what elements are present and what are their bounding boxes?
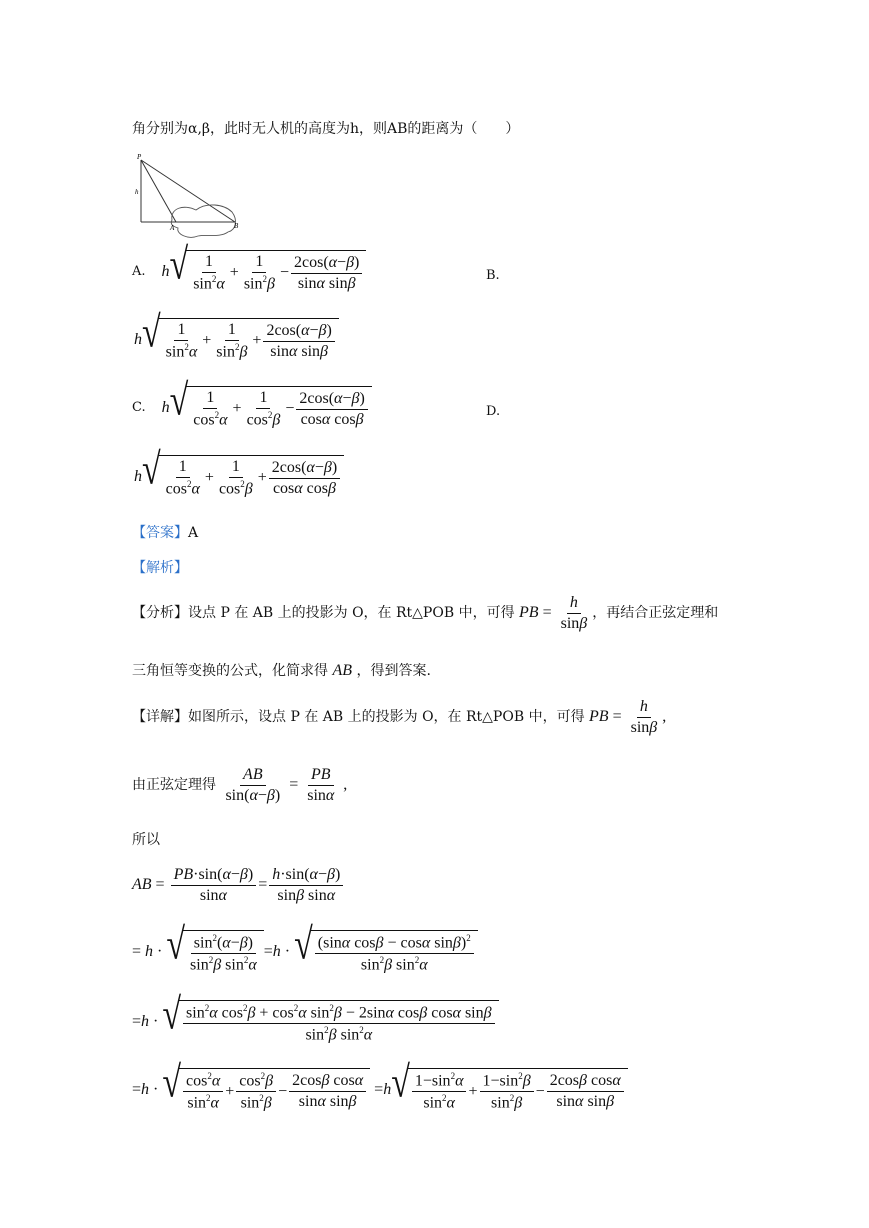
sine-law-line: 由正弦定理得 $\frac{AB}{\sin(\alpha-\beta)}$ = $\frac{PB}{\sin\alpha}$ , xyxy=(132,766,348,804)
label-h: h xyxy=(135,188,139,196)
derivation-line4: =h · √ $\frac{\cos^2\alpha}{\sin^2\alpha}$ + $\frac{\cos^2\beta}{\sin^2\beta}$ − $\frac{\text{2cosβ cosα}}{\text{sinα sinβ}}$ =h √ $\frac{1-\sin^2\alpha}{\sin^2\alpha}$ + $\frac{1-\sin^2\beta}{\sin^2\beta}$ − $\frac{\text{2cosβ cosα}}{\text{sinα sinβ}}$ xyxy=(132,1068,628,1113)
fenxi-line1: 【分析】设点 P 在 AB 上的投影为 O，在 Rt△POB 中，可得 PB = $\frac{h}{\sin\beta}$ ，再结合正弦定理和 xyxy=(132,594,719,632)
pb-line xyxy=(141,160,235,222)
option-b-label[interactable]: B. xyxy=(486,268,500,283)
option-d-label[interactable]: D. xyxy=(486,404,501,419)
option-a-label: A. xyxy=(132,264,146,280)
option-a[interactable]: A. h √ $\frac{1}{\sin^2\alpha}$ + $\frac{1}{\sin^2\beta}$ − $\frac{2\cos(\alpha-\beta)}{\text{sinα sinβ}}$ xyxy=(132,250,366,293)
question-text xyxy=(132,118,519,138)
answer-line xyxy=(132,522,198,542)
triangle-figure xyxy=(132,150,247,240)
xiangjie-text1: 如图所示，设点 P 在 AB 上的投影为 O，在 Rt△POB 中，可得 xyxy=(188,709,585,726)
answer-tag: 【答案】 xyxy=(132,525,188,541)
fenxi-text1: 设点 P 在 AB 上的投影为 O，在 Rt△POB 中，可得 xyxy=(188,605,515,622)
sine-law-text: 由正弦定理得 xyxy=(132,777,216,794)
fenxi-tag: 【分析】 xyxy=(132,605,188,622)
label-b: B xyxy=(234,222,239,230)
fenxi-text2: ，再结合正弦定理和 xyxy=(592,605,719,622)
option-d[interactable]: h √ $\frac{1}{\cos^2\alpha}$ + $\frac{1}{\cos^2\beta}$ + $\frac{2\cos(\alpha-\beta)}{\text{cosα cosβ}}$ xyxy=(134,455,344,498)
suoyi: 所以 xyxy=(132,832,160,848)
option-b[interactable]: h √ $\frac{1}{\sin^2\alpha}$ + $\frac{1}{\sin^2\beta}$ + $\frac{2\cos(\alpha-\beta)}{\text{sinα sinβ}}$ xyxy=(134,318,339,361)
option-c-label: C. xyxy=(132,400,146,416)
xiangjie-line1: 【详解】如图所示，设点 P 在 AB 上的投影为 O，在 Rt△POB 中，可得 PB = $\frac{h}{\sin\beta}$ , xyxy=(132,698,667,736)
answer-value: A xyxy=(188,525,199,541)
xiangjie-tag: 【详解】 xyxy=(132,709,188,726)
lake-outline xyxy=(171,205,235,237)
derivation-line3: =h · √ $\frac{\sin^2\alpha \cos^2\beta + \cos^2\alpha \sin^2\beta - 2\sin\alpha \cos\beta \cos\alpha \sin\beta}{\sin^2\beta \sin^2\alpha}$ xyxy=(132,1000,499,1045)
label-p: P xyxy=(137,153,142,161)
question-text-content: 角分别为α,β，此时无人机的高度为h，则AB的距离为（ ） xyxy=(132,121,520,137)
option-c[interactable]: C. h √ $\frac{1}{\cos^2\alpha}$ + $\frac{1}{\cos^2\beta}$ − $\frac{2\cos(\alpha-\beta)}{\text{cosα cosβ}}$ xyxy=(132,386,372,429)
derivation-line1: AB = $\frac{PB\cdot\sin(\alpha-\beta)}{\sin\alpha}$ = $\frac{h\cdot\sin(\alpha-\beta)}{\text{sinβ sinα}}$ xyxy=(132,866,345,905)
pa-line xyxy=(141,160,176,222)
derivation-line2: = h · √ $\frac{\sin^2(\alpha-\beta)}{\sin^2\beta \sin^2\alpha}$ =h · √ $\frac{(\sin\alpha \cos\beta - \cos\alpha \sin\beta)^2}{\sin^2\beta \sin^2\alpha}$ xyxy=(132,930,478,975)
analysis-tag: 【解析】 xyxy=(132,560,188,576)
fenxi-line2: 三角恒等变换的公式，化简求得 AB ，得到答案. xyxy=(132,662,431,679)
fenxi-text4: ，得到答案. xyxy=(356,663,431,679)
fenxi-text3: 三角恒等变换的公式，化简求得 xyxy=(132,663,328,679)
label-a: A xyxy=(170,224,175,232)
